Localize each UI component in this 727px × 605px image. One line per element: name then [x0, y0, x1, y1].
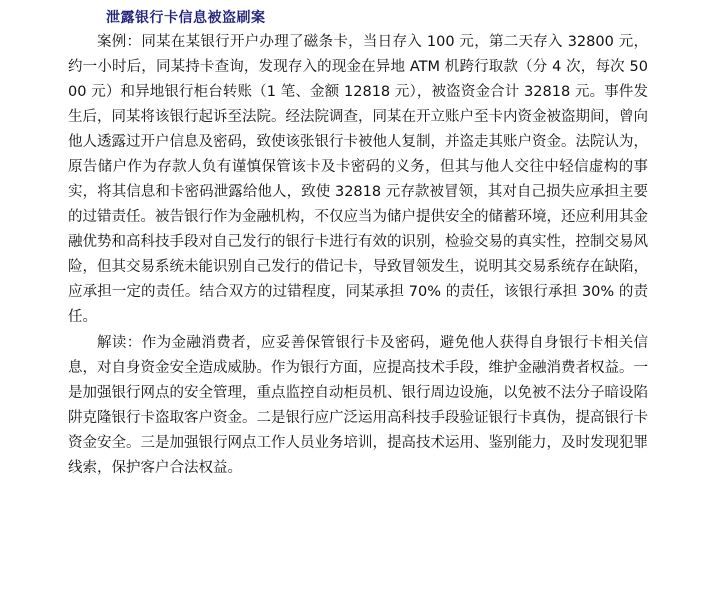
article-title: 泄露银行卡信息被盗刷案: [106, 10, 266, 26]
document-body: [68, 6, 648, 481]
case-paragraph: 案例：同某在某银行开户办理了磁条卡，当日存入 100 元，第二天存入 32800 元，约一小时后，同某持卡查询，发现存入的现金在异地 ATM 机跨行取款（分 4 次，每次 5000 元）和异地银行柜台转账（1 笔、金额 12818 元），被盗资金合计 32818 元。事件发生后，同某将该银行起诉至法院。经法院调查，同某在开立账户至卡内资金被盗期间，曾向他人透露过开户信息及密码，致使该张银行卡被他人复制，并盗走其账户资金。法院认为，原告储户作为存款人负有谨慎保管该卡及卡密码的义务，但其与他人交往中轻信虚构的事实，将其信息和卡密码泄露给他人，致使 32818 元存款被冒领，其对自己损失应承担主要的过错责任。被告银行作为金融机构，不仅应当为储户提供安全的储蓄环境，还应利用其金融优势和高科技手段对自己发行的银行卡进行有效的识别，检验交易的真实性，控制交易风险，但其交易系统未能识别自己发行的借记卡，导致冒领发生，说明其交易系统存在缺陷，应承担一定的责任。结合双方的过错程度，同某承担 70% 的责任，该银行承担 30% 的责任。: [68, 34, 648, 325]
analysis-paragraph: 解读：作为金融消费者，应妥善保管银行卡及密码，避免他人获得自身银行卡相关信息，对自身资金安全造成威胁。作为银行方面，应提高技术手段，维护金融消费者权益。一是加强银行网点的安全管理，重点监控自动柜员机、银行周边设施，以免被不法分子暗设陷阱克隆银行卡盗取客户资金。二是银行应广泛运用高科技手段验证银行卡真伪，提高银行卡资金安全。三是加强银行网点工作人员业务培训，提高技术运用、鉴别能力，及时发现犯罪线索，保护客户合法权益。: [68, 335, 648, 476]
